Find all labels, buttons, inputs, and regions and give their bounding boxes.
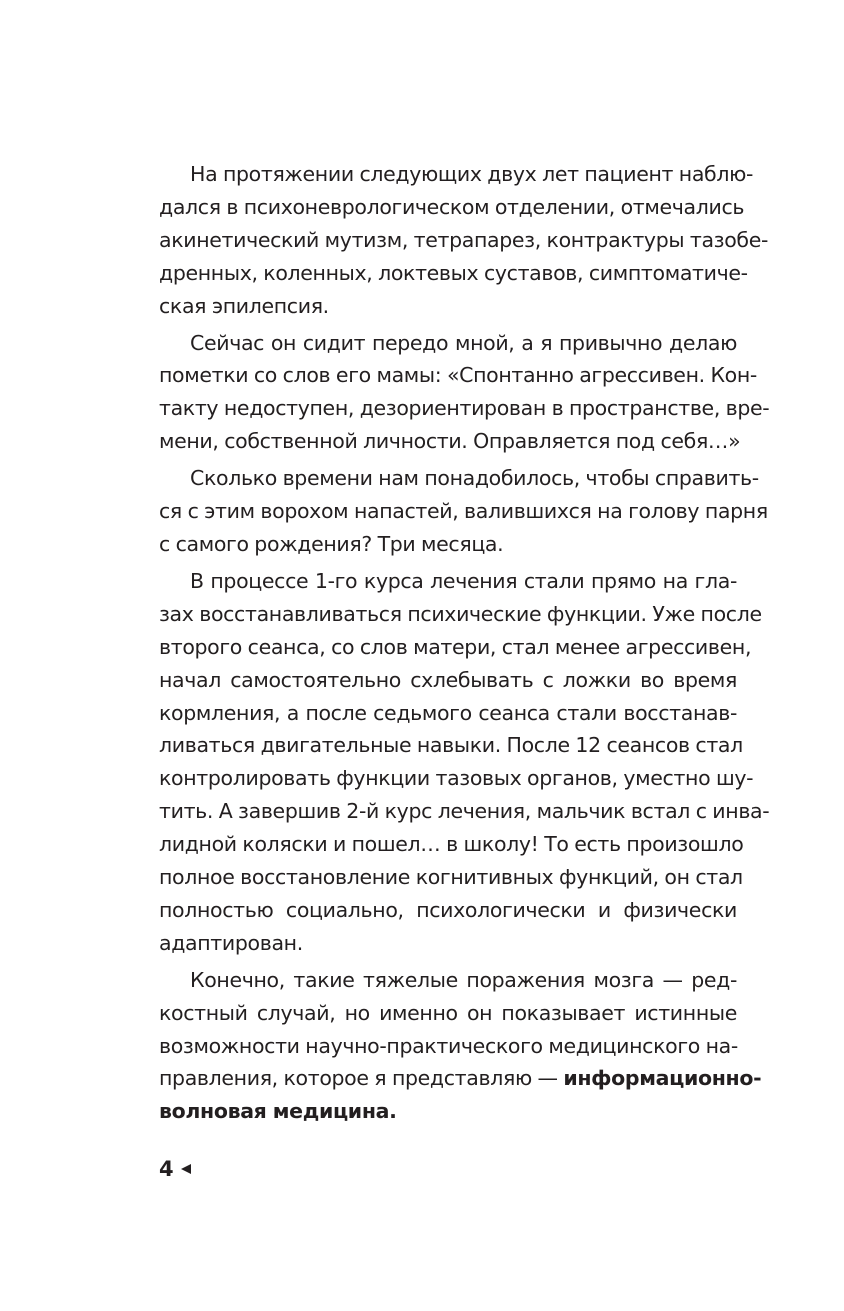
text-line: лидной коляски и пошел… в школу! То есть произошло: [159, 832, 744, 857]
text-line: пометки со слов его мамы: «Спонтанно агрессивен. Кон-: [159, 363, 757, 388]
paragraph-2: [159, 327, 770, 459]
text-line: акинетический мутизм, тетрапарез, контрактуры тазобе-: [159, 227, 769, 252]
text-line: мени, собственной личности. Оправляется под себя…»: [159, 429, 741, 454]
bold-term: информационно-: [563, 1066, 762, 1091]
text-line: зах восстанавливаться психические функции. Уже после: [159, 601, 762, 626]
text-line: костный случай, но именно он показывает истинные: [159, 1000, 737, 1025]
left-triangle-icon: [180, 1163, 192, 1175]
paragraph-4: [159, 565, 770, 960]
text-line: дался в психоневрологическом отделении, отмечались: [159, 194, 745, 219]
main-text: [159, 158, 770, 1132]
text-line-mixed: [159, 1062, 762, 1095]
paragraph-5: [159, 964, 762, 1129]
text-line: Сейчас он сидит передо мной, а я привычно делаю: [190, 330, 737, 355]
text-line: такту недоступен, дезориентирован в пространстве, вре-: [159, 396, 770, 421]
text-line: контролировать функции тазовых органов, уместно шу-: [159, 766, 754, 791]
page-footer: [159, 1157, 192, 1181]
text-line: ская эпилепсия.: [159, 293, 329, 318]
text-line: На протяжении следующих двух лет пациент наблю-: [190, 162, 754, 186]
text-line: полное восстановление когнитивных функций, он стал: [159, 865, 743, 890]
text-line: полностью социально, психологически и физически: [159, 897, 737, 922]
text-line: тить. А завершив 2-й курс лечения, мальчик встал с инва-: [159, 799, 770, 824]
text-line: второго сеанса, со слов матери, стал менее агрессивен,: [159, 634, 752, 659]
paragraph-1: [159, 158, 769, 323]
bold-term-continuation: волновая медицина.: [159, 1099, 397, 1124]
page-number: 4: [159, 1157, 174, 1181]
text-line: дренных, коленных, локтевых суставов, симптоматиче-: [159, 260, 748, 285]
text-line: возможности научно-практического медицинского на-: [159, 1033, 738, 1058]
text-line: В процессе 1-го курса лечения стали прямо на гла-: [190, 568, 737, 593]
text-segment: правления, которое я представляю —: [159, 1066, 564, 1091]
text-line: с самого рождения? Три месяца.: [159, 531, 504, 556]
text-line: Конечно, такие тяжелые поражения мозга — ред-: [190, 967, 737, 992]
text-line: кормления, а после седьмого сеанса стали восстанав-: [159, 700, 737, 725]
text-line: Сколько времени нам понадобилось, чтобы справить-: [190, 466, 759, 491]
text-line: ливаться двигательные навыки. После 12 сеансов стал: [159, 733, 743, 758]
paragraph-3: [159, 462, 768, 561]
text-line: ся с этим ворохом напастей, валившихся на голову парня: [159, 499, 768, 524]
text-line: начал самостоятельно схлебывать с ложки во время: [159, 667, 737, 692]
text-line: адаптирован.: [159, 930, 303, 955]
